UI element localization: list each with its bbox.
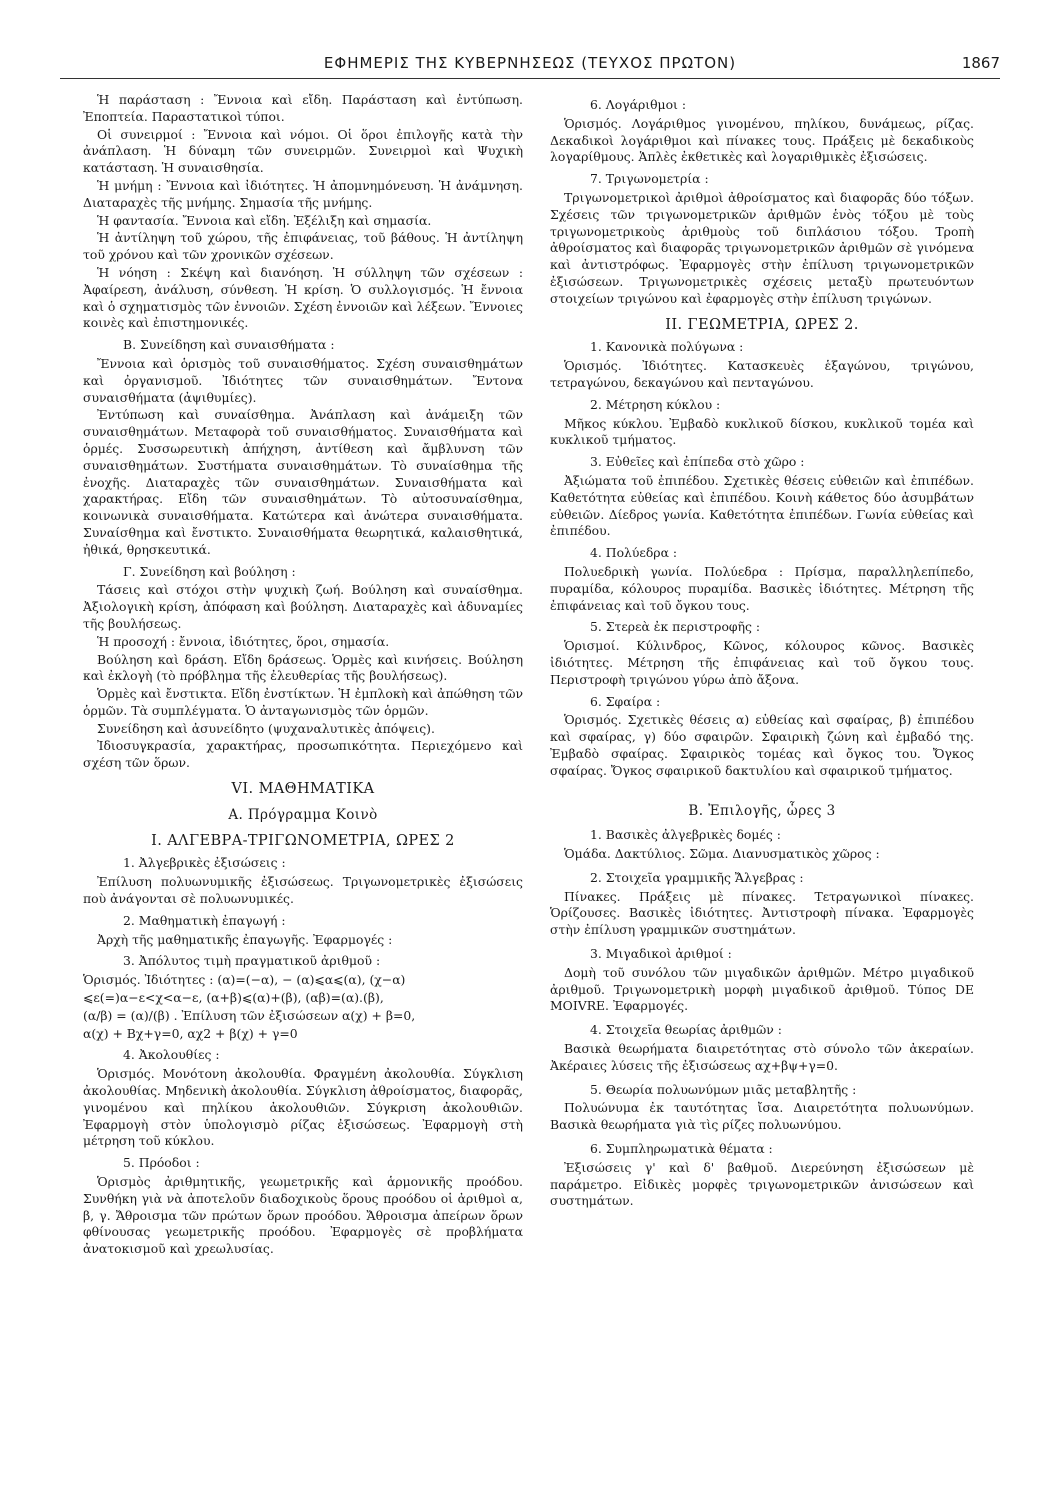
- right-column: [550, 92, 974, 1211]
- formula-line: (α/β) = (α)/(β) . Ἐπίλυση τῶν ἐξισώσεων α(χ) + β=0,: [83, 1007, 416, 1023]
- paragraph: Τριγωνομετρικοὶ ἀριθμοὶ ἀθροίσματος καὶ διαφορᾶς δύο τόξων. Σχέσεις τῶν τριγωνομετρικῶν ἀριθμῶν ἑνὸς τόξου μὲ τοὺς τριγωνομετρικοὺς ἀριθμοὺς τοῦ διπλάσιου τόξου. Τροπὴ ἀθροίσματος καὶ διαφορᾶς τριγωνομετρικῶν ἀριθμῶν σὲ γινόμενα καὶ ἀντιστρόφως. Ἐφαρμογὲς στὴν ἐπίλυση τριγωνομετρικῶν ἐξισώσεων. Τριγωνομετρικὲς σχέσεις μεταξὺ πρωτευόντων στοιχείων τριγώνου καὶ ἐφαρμογὲς στὴν ἐπίλυση τριγώνων.: [550, 189, 974, 306]
- paragraph: Ἡ ἀντίληψη τοῦ χώρου, τῆς ἐπιφάνειας, τοῦ βάθους. Ἡ ἀντίληψη τοῦ χρόνου καὶ τῶν χρονικῶν σχέσεων.: [83, 230, 523, 263]
- paragraph: Ἡ νόηση : Σκέψη καὶ διανόηση. Ἡ σύλληψη τῶν σχέσεων : Ἀφαίρεση, ἀνάλυση, σύνθεση. Ἡ κρίση. Ὁ συλλογισμός. Ἡ ἔννοια καὶ ὁ σχηματισμὸς τῶν ἐννοιῶν. Σχέση ἐννοιῶν καὶ λέξεων. Ἔννοιες κοινὲς καὶ ἐπιστημονικές.: [83, 264, 523, 331]
- topic-heading: 6. Λογάριθμοι :: [590, 97, 687, 112]
- topic-heading: 4. Πολύεδρα :: [590, 545, 678, 561]
- paragraph: Τάσεις καὶ στόχοι στὴν ψυχικὴ ζωή. Βούληση καὶ συναίσθημα. Ἀξιολογικὴ κρίση, ἀπόφαση καὶ βούληση. Διαταραχὲς καὶ ἀδυναμίες τῆς βουλήσεως.: [83, 582, 523, 631]
- topic-heading: 6. Συμπληρωματικὰ θέματα :: [590, 1141, 773, 1157]
- topic-heading: 2. Μέτρηση κύκλου :: [590, 396, 721, 412]
- topic-heading: 1. Βασικὲς ἀλγεβρικὲς δομές :: [590, 827, 781, 843]
- paragraph: Δομὴ τοῦ συνόλου τῶν μιγαδικῶν ἀριθμῶν. Μέτρο μιγαδικοῦ ἀριθμοῦ. Τριγωνομετρικὴ μορφὴ μιγαδικοῦ ἀριθμοῦ. Τύπος DE MOIVRE. Ἐφαρμογές.: [550, 964, 974, 1014]
- section-heading: Γ. Συνείδηση καὶ βούληση :: [123, 563, 296, 579]
- paragraph: Μῆκος κύκλου. Ἐμβαδὸ κυκλικοῦ δίσκου, κυκλικοῦ τομέα καὶ κυκλικοῦ τμήματος.: [550, 415, 974, 448]
- topic-heading: 1. Κανονικὰ πολύγωνα :: [590, 339, 744, 355]
- topic-heading: 2. Στοιχεῖα γραμμικῆς Ἄλγεβρας :: [590, 869, 804, 885]
- page-number: 1867: [961, 54, 1000, 72]
- chapter-title: VI. ΜΑΘΗΜΑΤΙΚΑ: [231, 781, 375, 798]
- paragraph: Πολυεδρικὴ γωνία. Πολύεδρα : Πρίσμα, παραλληλεπίπεδο, πυραμίδα, κόλουρος πυραμίδα. Βασικὲς ἰδιότητες. Μέτρηση τῆς ἐπιφάνειας καὶ τοῦ ὄγκου τους.: [550, 563, 974, 613]
- paragraph: Ἰδιοσυγκρασία, χαρακτήρας, προσωπικότητα. Περιεχόμενο καὶ σχέση τῶν ὅρων.: [83, 738, 523, 771]
- topic-heading: 3. Μιγαδικοὶ ἀριθμοί :: [590, 946, 732, 962]
- paragraph: Ἐντύπωση καὶ συναίσθημα. Ἀνάπλαση καὶ ἀνάμειξη τῶν συναισθημάτων. Μεταφορὰ τοῦ συναισθήματος. Συναισθήματα καὶ ὁρμές. Συσσωρευτικὴ ἀπήχηση, ἀντίθεση καὶ ἄμβλυνση τῶν συναισθημάτων. Συστήματα συναισθημάτων. Τὸ συναίσθημα τῆς ἐνοχῆς. Διαταραχὲς τῶν συναισθημάτων. Συναισθήματα καὶ χαρακτήρας. Εἴδη τῶν συναισθημάτων. Τὸ αὐτοσυναίσθημα, κοινωνικὰ συναισθήματα. Κατώτερα καὶ ἀνώτερα συναισθήματα. Συναίσθημα καὶ ἔνστικτο. Συναισθήματα θεωρητικά, καλαισθητικά, ἠθικά, θρησκευτικά.: [83, 407, 523, 557]
- formula-line: α(χ) + Βχ+γ=0, αχ2 + β(χ) + γ=0: [83, 1025, 298, 1041]
- paragraph: Ὁμάδα. Δακτύλιος. Σῶμα. Διανυσματικὸς χῶρος :: [564, 846, 880, 862]
- paragraph: Ἡ προσοχή : ἔννοια, ἰδιότητες, ὅροι, σημασία.: [97, 633, 390, 649]
- gazette-title: ΕΦΗΜΕΡΙΣ ΤΗΣ ΚΥΒΕΡΝΗΣΕΩΣ (ΤΕΥΧΟΣ ΠΡΩΤΟΝ): [323, 54, 737, 72]
- paragraph: Συνείδηση καὶ ἀσυνείδητο (ψυχαναλυτικὲς ἀπόψεις).: [97, 720, 435, 736]
- paragraph: Ὁρισμός. Σχετικὲς θέσεις α) εὐθείας καὶ σφαίρας, β) ἐπιπέδου καὶ σφαίρας, γ) δύο σφαιρῶν. Σφαιρικὴ ζώνη καὶ ἐμβαδό της. Ἐμβαδὸ σφαίρας. Σφαιρικὸς τομέας καὶ ὄγκος του. Ὄγκος σφαίρας. Ὄγκος σφαιρικοῦ δακτυλίου καὶ σφαιρικοῦ τμήματος.: [550, 712, 974, 778]
- paragraph: Ἀρχὴ τῆς μαθηματικῆς ἐπαγωγῆς. Ἐφαρμογές :: [97, 931, 393, 947]
- paragraph: Ὁρισμοί. Κύλινδρος, Κῶνος, κόλουρος κῶνος. Βασικὲς ἰδιότητες. Μέτρηση τῆς ἐπιφάνειας καὶ τοῦ ὄγκου τους. Περιστροφὴ τριγώνου γύρω ἀπὸ ἄξονα.: [550, 638, 974, 687]
- paragraph: Πίνακες. Πράξεις μὲ πίνακες. Τετραγωνικοὶ πίνακες. Ὁρίζουσες. Βασικὲς ἰδιότητες. Ἀντιστροφὴ πίνακα. Ἐφαρμογὲς στὴν ἐπίλυση γραμμικῶν συστημάτων.: [550, 888, 974, 938]
- paragraph: Ὁρισμός. Ἰδιότητες. Κατασκευὲς ἑξαγώνου, τριγώνου, τετραγώνου, δεκαγώνου καὶ πενταγώνου.: [550, 358, 974, 390]
- paragraph: Ἐξισώσεις γ' καὶ δ' βαθμοῦ. Διερεύνηση ἐξισώσεων μὲ παράμετρο. Εἰδικὲς μορφὲς τριγωνομετρικῶν ἀνισώσεων καὶ συστημάτων.: [550, 1159, 974, 1209]
- paragraph: Ὁρμὲς καὶ ἔνστικτα. Εἴδη ἐνστίκτων. Ἡ ἐμπλοκὴ καὶ ἀπώθηση τῶν ὁρμῶν. Τὰ συμπλέγματα. Ὁ ἀνταγωνισμὸς τῶν ὁρμῶν.: [83, 686, 523, 718]
- paragraph: Ἐπίλυση πολυωνυμικῆς ἐξισώσεως. Τριγωνομετρικὲς ἐξισώσεις ποὺ ἀνάγονται σὲ πολυωνυμικές.: [83, 874, 523, 907]
- paragraph: Βασικὰ θεωρήματα διαιρετότητας στὸ σύνολο τῶν ἀκεραίων. Ἀκέραιες λύσεις τῆς ἐξισώσεως αχ+βψ+γ=0.: [550, 1041, 974, 1073]
- paragraph: Ἡ μνήμη : Ἔννοια καὶ ἰδιότητες. Ἡ ἀπομνημόνευση. Ἡ ἀνάμνηση. Διαταραχὲς τῆς μνήμης. Σημασία τῆς μνήμης.: [83, 177, 523, 210]
- paragraph: Ἔννοια καὶ ὁρισμὸς τοῦ συναισθήματος. Σχέση συναισθημάτων καὶ ὀργανισμοῦ. Ἰδιότητες τῶν συναισθημάτων. Ἔντονα συναισθήματα (ἀψιθυμίες).: [83, 355, 523, 405]
- topic-heading: 2. Μαθηματικὴ ἐπαγωγή :: [123, 912, 286, 928]
- topic-heading: 4. Ἀκολουθίες :: [123, 1047, 220, 1063]
- topic-heading: 1. Ἀλγεβρικὲς ἐξισώσεις :: [123, 855, 286, 871]
- topic-heading: 5. Θεωρία πολυωνύμων μιᾶς μεταβλητῆς :: [590, 1081, 857, 1097]
- topic-heading: 5. Στερεὰ ἐκ περιστροφῆς :: [590, 619, 761, 635]
- paragraph: Ἡ φαντασία. Ἔννοια καὶ εἴδη. Ἐξέλιξη καὶ σημασία.: [97, 212, 432, 228]
- paragraph: Ὁρισμός. Μονότονη ἀκολουθία. Φραγμένη ἀκολουθία. Σύγκλιση ἀκολουθίας. Μηδενικὴ ἀκολουθία. Σύγκλιση ἀθροίσματος, διαφορᾶς, γινομένου καὶ πηλίκου ἀκολουθιῶν. Σύγκριση ἀκολουθιῶν. Ἐφαρμογὴ στὸν ὑπολογισμὸ ρίζας ἐξισώσεως. Ἐφαρμογὴ στὴ μέτρηση τοῦ κύκλου.: [83, 1066, 523, 1149]
- paragraph: Ὁρισμός. Λογάριθμος γινομένου, πηλίκου, δυνάμεως, ρίζας. Δεκαδικοὶ λογάριθμοι καὶ πίνακες τους. Πράξεις μὲ δεκαδικοὺς λογαρίθμους. Ἁπλὲς ἐκθετικὲς καὶ λογαριθμικὲς ἐξισώσεις.: [550, 115, 974, 165]
- topic-heading: 3. Εὐθεῖες καὶ ἐπίπεδα στὸ χῶρο :: [590, 454, 805, 470]
- paragraph: Πολυώνυμα ἐκ ταυτότητας ἴσα. Διαιρετότητα πολυωνύμων. Βασικὰ θεωρήματα γιὰ τὶς ρίζες πολυωνύμου.: [550, 1100, 974, 1133]
- formula-line: Ὁρισμός. Ἰδιότητες : (α)=(−α), − (α)⩽α⩽(α), (χ−α): [83, 972, 406, 988]
- paragraph: Ἡ παράσταση : Ἔννοια καὶ εἴδη. Παράσταση καὶ ἐντύπωση. Ἐποπτεία. Παραστατικοὶ τύποι.: [83, 92, 523, 124]
- topic-heading: 4. Στοιχεῖα θεωρίας ἀριθμῶν :: [590, 1022, 782, 1038]
- unit-title: Ι. ΑΛΓΕΒΡΑ-ΤΡΙΓΩΝΟΜΕΤΡΙΑ, ΩΡΕΣ 2: [151, 832, 455, 849]
- topic-heading: 7. Τριγωνομετρία :: [590, 171, 709, 187]
- section-heading: Β. Συνείδηση καὶ συναισθήματα :: [123, 337, 335, 353]
- unit-title: ΙΙ. ΓΕΩΜΕΤΡΙΑ, ΩΡΕΣ 2.: [665, 316, 859, 333]
- topic-heading: 3. Ἀπόλυτος τιμὴ πραγματικοῦ ἀριθμοῦ :: [123, 953, 381, 969]
- paragraph: Ὁρισμὸς ἀριθμητικῆς, γεωμετρικῆς καὶ ἁρμονικῆς προόδου. Συνθήκη γιὰ νὰ ἀποτελοῦν διαδοχικοὺς ὅρους προόδου οἱ ἀριθμοὶ α, β, γ. Ἄθροισμα τῶν πρώτων ὅρων προόδου. Ἄθροισμα ἀπείρων ὅρων φθίνουσας γεωμετρικῆς προόδου. Ἐφαρμογὲς σὲ προβλήματα ἀνατοκισμοῦ καὶ χρεωλυσίας.: [83, 1174, 523, 1257]
- formula-line: ⩽ε(=)α−ε<χ<α−ε, (α+β)⩽(α)+(β), (αβ)=(α).(β),: [83, 990, 384, 1006]
- left-column: [83, 92, 523, 1259]
- paragraph: Οἱ συνειρμοί : Ἔννοια καὶ νόμοι. Οἱ ὅροι ἐπιλογῆς κατὰ τὴν ἀνάπλαση. Ἡ δύναμη τῶν συνειρμῶν. Συνειρμοὶ καὶ Ψυχικὴ κατάσταση. Ἡ συναισθησία.: [83, 126, 523, 176]
- page-header: [60, 50, 1000, 79]
- topic-heading: 5. Πρόοδοι :: [123, 1155, 200, 1171]
- elective-title: Β. Ἐπιλογῆς, ὧρες 3: [688, 803, 836, 820]
- paragraph: Βούληση καὶ δράση. Εἴδη δράσεως. Ὁρμὲς καὶ κινήσεις. Βούληση καὶ ἐκλογὴ (τὸ πρόβλημα τῆς ἐλευθερίας τῆς βουλήσεως).: [83, 651, 523, 684]
- spacer: [550, 780, 974, 794]
- program-title: Α. Πρόγραμμα Κοινὸ: [228, 806, 378, 823]
- paragraph: Ἀξιώματα τοῦ ἐπιπέδου. Σχετικὲς θέσεις εὐθειῶν καὶ ἐπιπέδων. Καθετότητα εὐθείας καὶ ἐπιπέδου. Κοινὴ κάθετος δύο ἀσυμβάτων εὐθειῶν. Δίεδρος γωνία. Καθετότητα ἐπιπέδων. Γωνία εὐθείας καὶ ἐπιπέδου.: [550, 472, 974, 539]
- topic-heading: 6. Σφαίρα :: [590, 693, 661, 709]
